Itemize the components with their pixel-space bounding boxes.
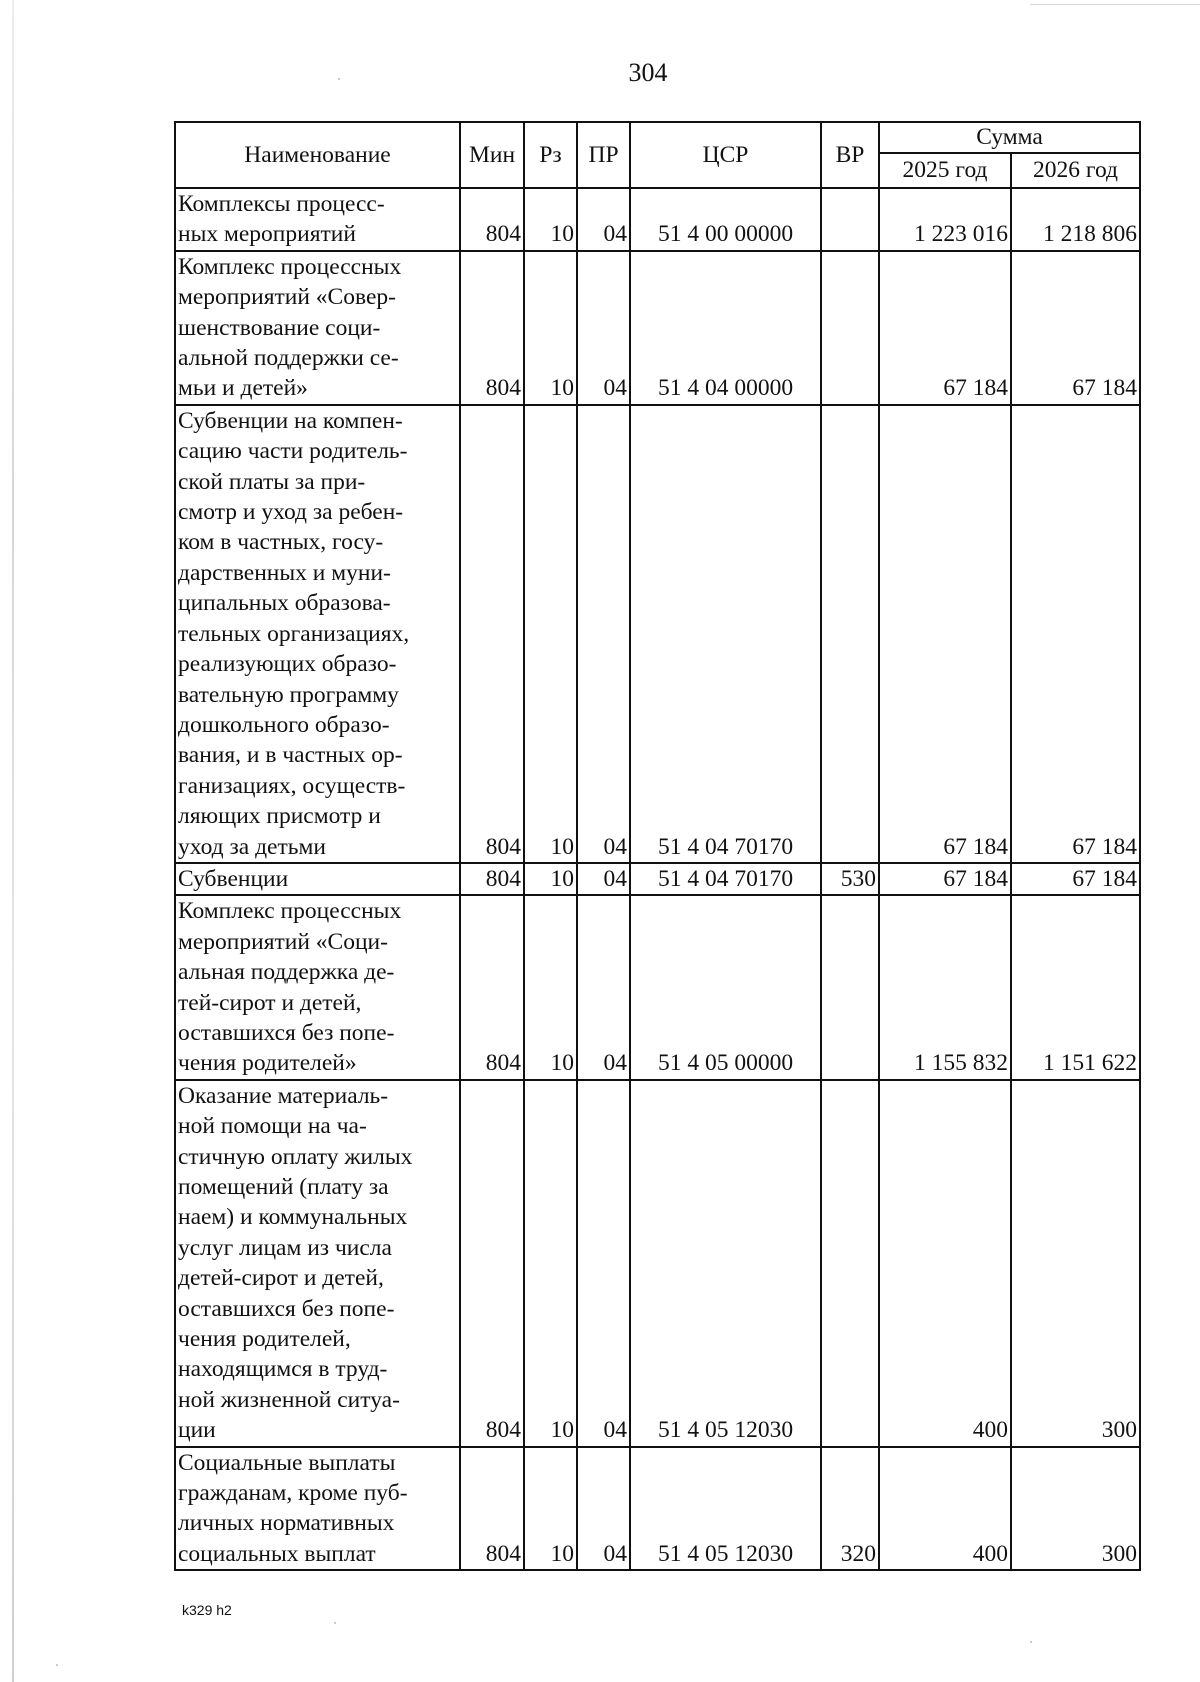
- cell-min: 804: [460, 405, 524, 863]
- cell-sum-2025: 67 184: [879, 251, 1011, 405]
- cell-csr: 51 4 05 12030: [630, 1447, 821, 1571]
- cell-name: Субвенции: [175, 863, 460, 895]
- cell-vr: [821, 895, 879, 1079]
- cell-sum-2026: 1 218 806: [1011, 188, 1140, 251]
- cell-vr: [821, 1080, 879, 1447]
- cell-sum-2025: 1 223 016: [879, 188, 1011, 251]
- header-year-2026: 2026 год: [1011, 153, 1140, 188]
- cell-sum-2025: 67 184: [879, 863, 1011, 895]
- cell-sum-2025: 400: [879, 1080, 1011, 1447]
- cell-vr: [821, 251, 879, 405]
- cell-min: 804: [460, 1080, 524, 1447]
- cell-pr: 04: [577, 895, 630, 1079]
- cell-pr: 04: [577, 1447, 630, 1571]
- cell-rz: 10: [524, 1447, 577, 1571]
- cell-rz: 10: [524, 895, 577, 1079]
- header-rz: Рз: [524, 122, 577, 188]
- scan-edge-top: [1030, 4, 1200, 5]
- cell-csr: 51 4 05 00000: [630, 895, 821, 1079]
- cell-vr: 530: [821, 863, 879, 895]
- header-year-2025: 2025 год: [879, 153, 1011, 188]
- scan-speck: [56, 1664, 58, 1666]
- table-row: [175, 1447, 1140, 1571]
- cell-pr: 04: [577, 188, 630, 251]
- cell-sum-2025: 67 184: [879, 405, 1011, 863]
- footer-code: k329 h2: [182, 1602, 232, 1618]
- scan-speck: [338, 78, 340, 80]
- cell-name: Субвенции на компен- сацию части родитель- ской платы за при- смотр и уход за ребен- ком в частных, госу- дарственных и муни- ципальных образова- тельных организациях, реализующих образо- вательную программу дошкольного образо- вания, и в частных ор- ганизациях, осуществ- ляющих присмотр и уход за детьми: [175, 405, 460, 863]
- cell-csr: 51 4 00 00000: [630, 188, 821, 251]
- cell-csr: 51 4 04 70170: [630, 405, 821, 863]
- cell-min: 804: [460, 251, 524, 405]
- scan-speck: [334, 1622, 336, 1624]
- cell-sum-2026: 67 184: [1011, 251, 1140, 405]
- table-row: [175, 188, 1140, 251]
- cell-sum-2026: 67 184: [1011, 405, 1140, 863]
- cell-rz: 10: [524, 188, 577, 251]
- cell-sum-2025: 400: [879, 1447, 1011, 1571]
- header-row: [175, 122, 1140, 153]
- cell-sum-2026: 1 151 622: [1011, 895, 1140, 1079]
- cell-rz: 10: [524, 405, 577, 863]
- header-sum: Сумма: [879, 122, 1140, 153]
- header-pr: ПР: [577, 122, 630, 188]
- cell-sum-2026: 300: [1011, 1080, 1140, 1447]
- cell-min: 804: [460, 1447, 524, 1571]
- cell-csr: 51 4 05 12030: [630, 1080, 821, 1447]
- cell-pr: 04: [577, 251, 630, 405]
- cell-pr: 04: [577, 863, 630, 895]
- cell-rz: 10: [524, 863, 577, 895]
- cell-rz: 10: [524, 251, 577, 405]
- cell-min: 804: [460, 188, 524, 251]
- cell-name: Комплексы процесс- ных мероприятий: [175, 188, 460, 251]
- table-row: [175, 251, 1140, 405]
- scan-speck: [1030, 1641, 1032, 1643]
- cell-sum-2026: 300: [1011, 1447, 1140, 1571]
- cell-vr: [821, 405, 879, 863]
- cell-name: Оказание материаль- ной помощи на ча- стичную оплату жилых помещений (плату за наем) и коммунальных услуг лицам из числа детей-сирот и детей, оставшихся без попе- чения родителей, находящимся в труд- ной жизненной ситуа- ции: [175, 1080, 460, 1447]
- table-row: [175, 863, 1140, 895]
- cell-vr: 320: [821, 1447, 879, 1571]
- cell-name: Комплекс процессных мероприятий «Совер- шенствование соци- альной поддержки се- мьи и детей»: [175, 251, 460, 405]
- cell-min: 804: [460, 895, 524, 1079]
- cell-pr: 04: [577, 405, 630, 863]
- cell-sum-2025: 1 155 832: [879, 895, 1011, 1079]
- table-row: [175, 1080, 1140, 1447]
- cell-vr: [821, 188, 879, 251]
- cell-pr: 04: [577, 1080, 630, 1447]
- cell-min: 804: [460, 863, 524, 895]
- cell-name: Социальные выплаты гражданам, кроме пуб- личных нормативных социальных выплат: [175, 1447, 460, 1571]
- page-number: 304: [628, 58, 668, 87]
- cell-csr: 51 4 04 00000: [630, 251, 821, 405]
- budget-table: [174, 121, 1141, 1571]
- cell-sum-2026: 67 184: [1011, 863, 1140, 895]
- header-vr: ВР: [821, 122, 879, 188]
- table-row: [175, 895, 1140, 1079]
- cell-rz: 10: [524, 1080, 577, 1447]
- header-min: Мин: [460, 122, 524, 188]
- cell-name: Комплекс процессных мероприятий «Соци- альная поддержка де- тей-сирот и детей, оставшихся без попе- чения родителей»: [175, 895, 460, 1079]
- cell-csr: 51 4 04 70170: [630, 863, 821, 895]
- header-csr: ЦСР: [630, 122, 821, 188]
- table-row: [175, 405, 1140, 863]
- scan-edge-left: [12, 0, 14, 1682]
- header-name: Наименование: [175, 122, 460, 188]
